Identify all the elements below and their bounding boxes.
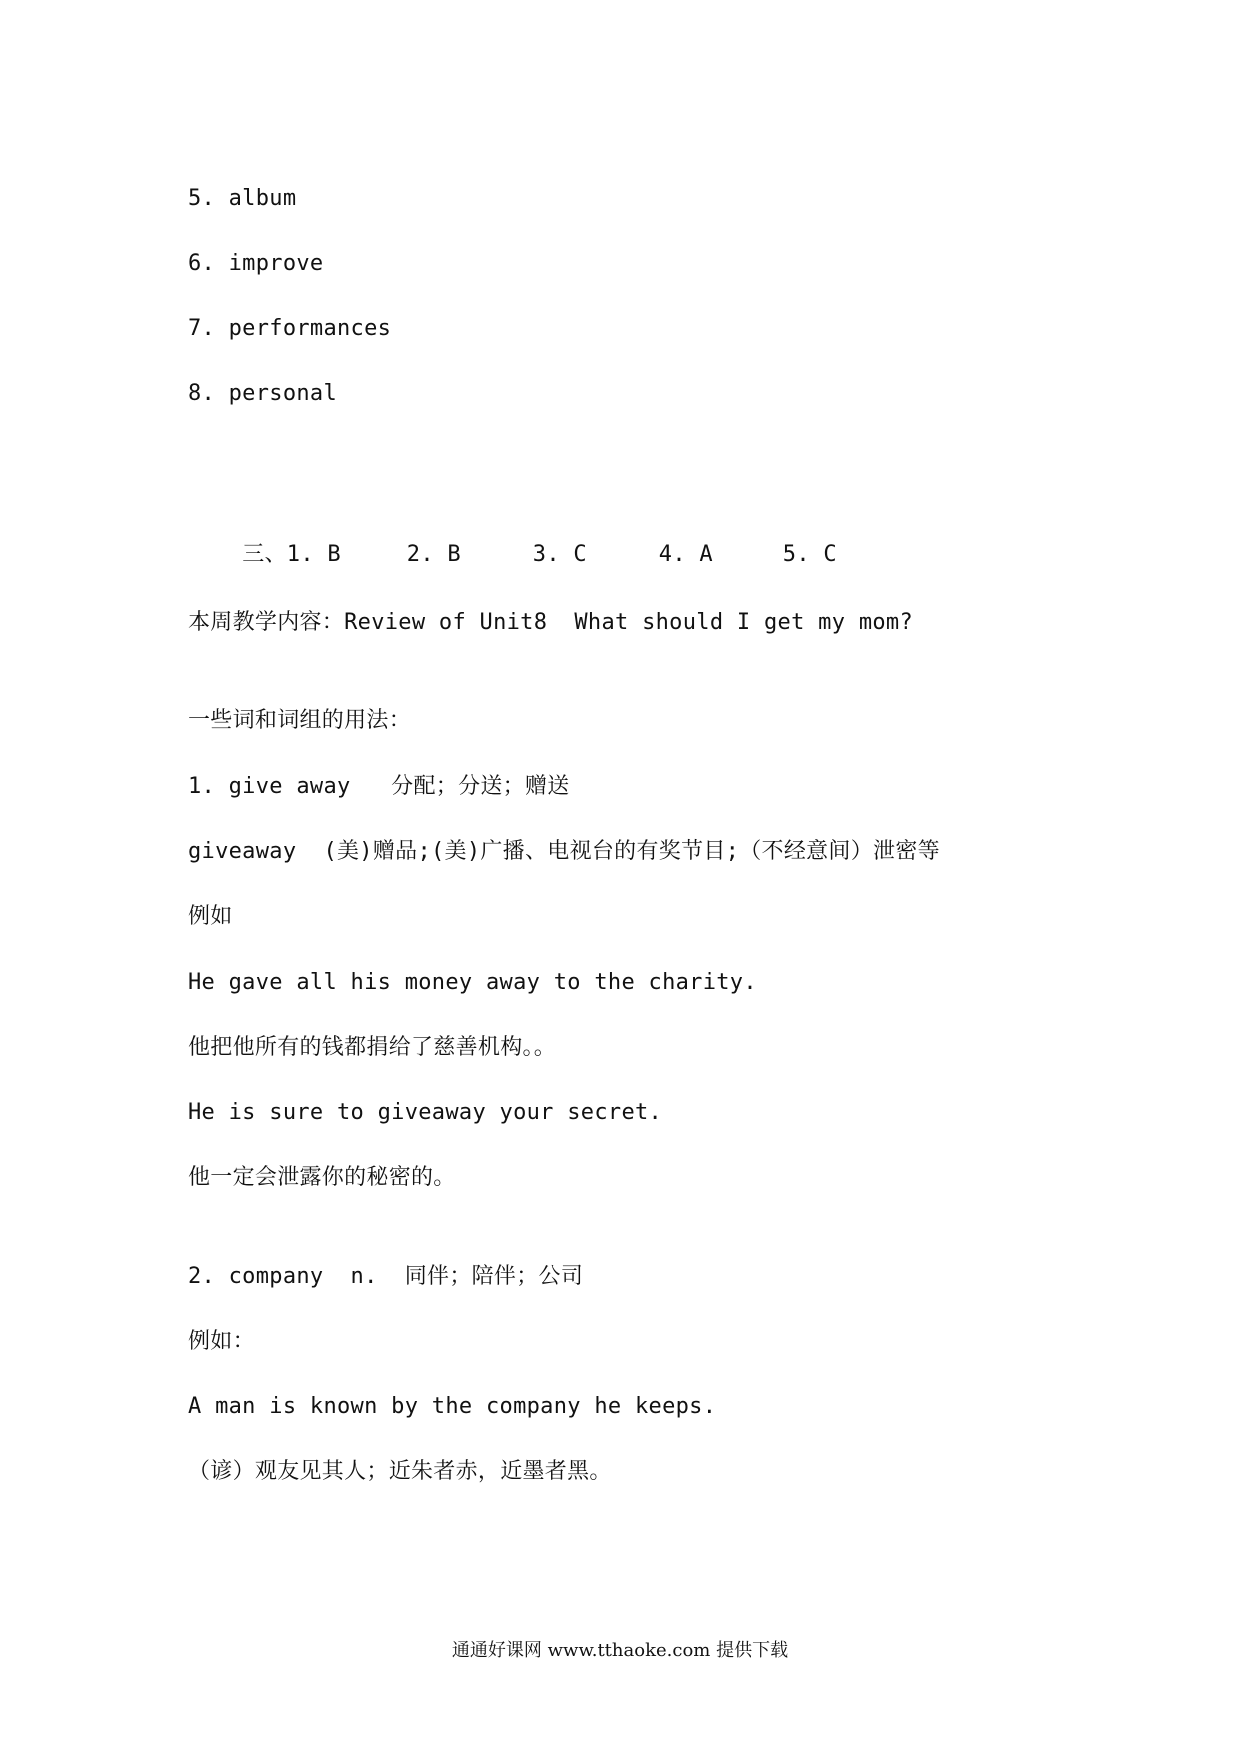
item1-title: 1. give away 分配；分送；赠送 — [188, 774, 570, 799]
weekly-topic: 本周教学内容：Review of Unit8 What should I get my mom? — [188, 610, 913, 635]
section3-answer-5: 5. C — [782, 542, 837, 567]
vocab-answer-8: 8. personal — [188, 381, 337, 406]
item1-example-en-2: He is sure to giveaway your secret. — [188, 1100, 663, 1125]
vocab-answer-5: 5. album — [188, 186, 297, 211]
item2-example-zh-1: （谚）观友见其人；近朱者赤，近墨者黑。 — [188, 1459, 612, 1484]
vocab-answer-7: 7. performances — [188, 316, 392, 341]
usage-heading: 一些词和词组的用法： — [188, 708, 412, 733]
item2-title: 2. company n. 同伴；陪伴；公司 — [188, 1264, 584, 1289]
item1-example-en-1: He gave all his money away to the charity. — [188, 970, 757, 995]
section3-answer-1: 1. B — [286, 542, 341, 567]
item1-example-zh-2: 他一定会泄露你的秘密的。 — [188, 1165, 456, 1190]
section3-prefix: 三、 — [242, 542, 287, 567]
section3-answer-4: 4. A — [658, 542, 713, 567]
item2-example-en-1: A man is known by the company he keeps. — [188, 1394, 717, 1419]
item1-example-zh-1: 他把他所有的钱都捐给了慈善机构。。 — [188, 1035, 557, 1060]
section3-answer-3: 3. C — [532, 542, 587, 567]
item2-example-label: 例如： — [188, 1329, 255, 1354]
section3-answer-2: 2. B — [406, 542, 461, 567]
section3-answers — [188, 510, 837, 600]
item1-example-label: 例如 — [188, 904, 233, 929]
item1-definition: giveaway (美)赠品;(美)广播、电视台的有奖节目;（不经意间）泄密等 — [188, 839, 940, 864]
page-footer: 通通好课网 www.tthaoke.com 提供下载 — [451, 1640, 789, 1661]
vocab-answer-6: 6. improve — [188, 251, 324, 276]
